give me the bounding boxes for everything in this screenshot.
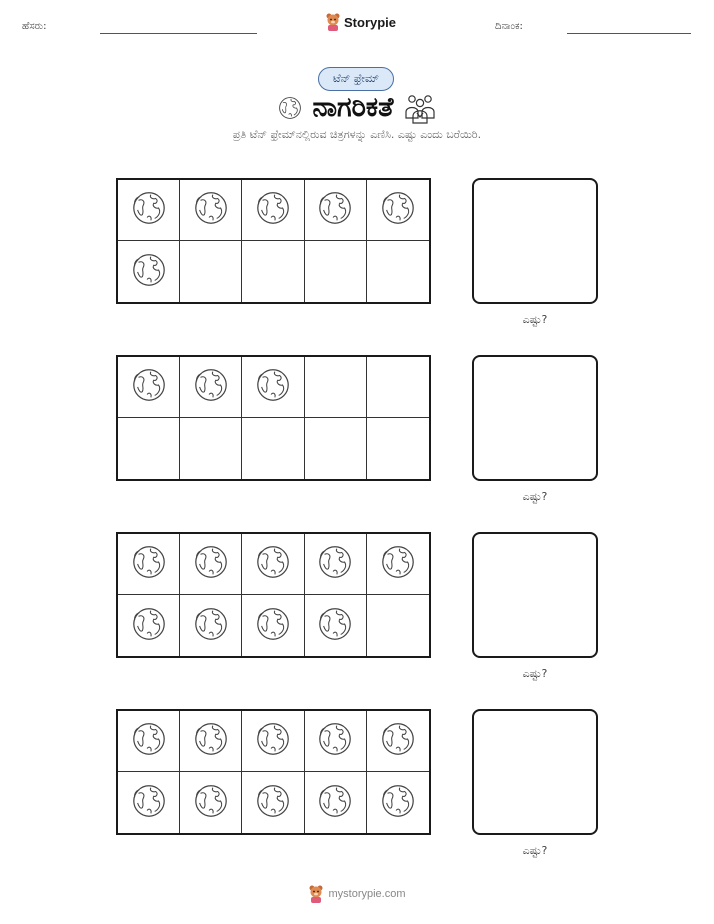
ten-frame-cell — [367, 241, 429, 302]
globe-icon — [130, 543, 168, 585]
globe-icon — [192, 366, 230, 408]
globe-icon — [379, 189, 417, 231]
ten-frame-cell — [118, 595, 180, 656]
ten-frame-1 — [116, 178, 431, 304]
globe-icon — [254, 605, 292, 647]
globe-icon — [254, 366, 292, 408]
ten-frame-cell — [242, 711, 304, 772]
ten-frame-cell — [305, 418, 367, 479]
bear-mascot-icon — [325, 12, 341, 32]
answer-label-3: ಎಷ್ಟು? — [522, 667, 548, 680]
ten-frame-cell — [118, 772, 180, 833]
name-label: ಹೆಸರು: — [22, 21, 47, 32]
ten-frame-cell — [118, 711, 180, 772]
ten-frame-cell — [180, 357, 242, 418]
date-line[interactable] — [567, 33, 691, 34]
ten-frame-cell — [305, 180, 367, 241]
ten-frame-cell — [367, 418, 429, 479]
ten-frame-cell — [305, 595, 367, 656]
ten-frame-cell — [242, 357, 304, 418]
ten-frame-cell — [367, 711, 429, 772]
ten-frame-cell — [180, 711, 242, 772]
globe-icon — [130, 782, 168, 824]
ten-frame-cell — [242, 180, 304, 241]
ten-frame-cell — [118, 180, 180, 241]
ten-frame-2 — [116, 355, 431, 481]
globe-icon — [130, 189, 168, 231]
people-group-icon — [403, 92, 437, 124]
page-title: ನಾಗರಿಕತೆ — [312, 92, 394, 123]
answer-box-4[interactable] — [472, 709, 598, 835]
answer-box-3[interactable] — [472, 532, 598, 658]
globe-icon — [130, 251, 168, 293]
instructions: ಪ್ರತಿ ಟೆನ್ ಫ್ರೇಮ್‌ನಲ್ಲಿರುವ ಚಿತ್ರಗಳನ್ನು ಎಣಿಸಿ. ಎಷ್ಟು ಎಂದು ಬರೆಯಿರಿ. — [232, 128, 482, 141]
ten-frame-cell — [367, 180, 429, 241]
globe-icon — [130, 366, 168, 408]
brand-name: Storypie — [344, 14, 397, 30]
ten-frame-cell — [242, 534, 304, 595]
ten-frame-cell — [118, 357, 180, 418]
ten-frame-cell — [305, 711, 367, 772]
brand — [325, 12, 396, 32]
ten-frame-cell — [242, 418, 304, 479]
globe-icon — [277, 95, 303, 121]
ten-frame-cell — [242, 241, 304, 302]
globe-icon — [254, 720, 292, 762]
ten-frame-4 — [116, 709, 431, 835]
ten-frame-cell — [180, 534, 242, 595]
globe-icon — [379, 720, 417, 762]
globe-icon — [316, 189, 354, 231]
ten-frame-cell — [367, 772, 429, 833]
globe-icon — [192, 189, 230, 231]
ten-frame-cell — [367, 534, 429, 595]
globe-icon — [192, 605, 230, 647]
answer-label-4: ಎಷ್ಟು? — [522, 844, 548, 857]
ten-frame-cell — [118, 534, 180, 595]
worksheet-type-badge: ಟೆನ್ ಫ್ರೇಮ್ — [318, 67, 394, 91]
ten-frame-cell — [118, 418, 180, 479]
footer-url[interactable]: mystorypie.com — [328, 888, 406, 900]
globe-icon — [316, 782, 354, 824]
footer — [0, 884, 714, 904]
ten-frame-cell — [180, 772, 242, 833]
date-label: ದಿನಾಂಕ: — [495, 21, 523, 32]
globe-icon — [130, 605, 168, 647]
bear-mascot-icon — [308, 884, 324, 904]
ten-frame-cell — [180, 180, 242, 241]
globe-icon — [192, 543, 230, 585]
ten-frame-cell — [367, 357, 429, 418]
ten-frame-cell — [305, 534, 367, 595]
ten-frame-cell — [305, 357, 367, 418]
answer-label-1: ಎಷ್ಟು? — [522, 313, 548, 326]
answer-box-1[interactable] — [472, 178, 598, 304]
ten-frame-cell — [242, 772, 304, 833]
globe-icon — [192, 720, 230, 762]
answer-label-2: ಎಷ್ಟು? — [522, 490, 548, 503]
ten-frame-3 — [116, 532, 431, 658]
globe-icon — [379, 543, 417, 585]
globe-icon — [379, 782, 417, 824]
ten-frame-cell — [305, 772, 367, 833]
globe-icon — [254, 543, 292, 585]
ten-frame-cell — [242, 595, 304, 656]
ten-frame-cell — [180, 241, 242, 302]
ten-frame-cell — [305, 241, 367, 302]
title-row — [0, 92, 714, 124]
ten-frame-cell — [180, 595, 242, 656]
globe-icon — [130, 720, 168, 762]
answer-box-2[interactable] — [472, 355, 598, 481]
globe-icon — [192, 782, 230, 824]
globe-icon — [254, 189, 292, 231]
ten-frame-cell — [118, 241, 180, 302]
globe-icon — [316, 720, 354, 762]
ten-frame-cell — [180, 418, 242, 479]
name-line[interactable] — [100, 33, 257, 34]
globe-icon — [254, 782, 292, 824]
globe-icon — [316, 605, 354, 647]
ten-frame-cell — [367, 595, 429, 656]
globe-icon — [316, 543, 354, 585]
